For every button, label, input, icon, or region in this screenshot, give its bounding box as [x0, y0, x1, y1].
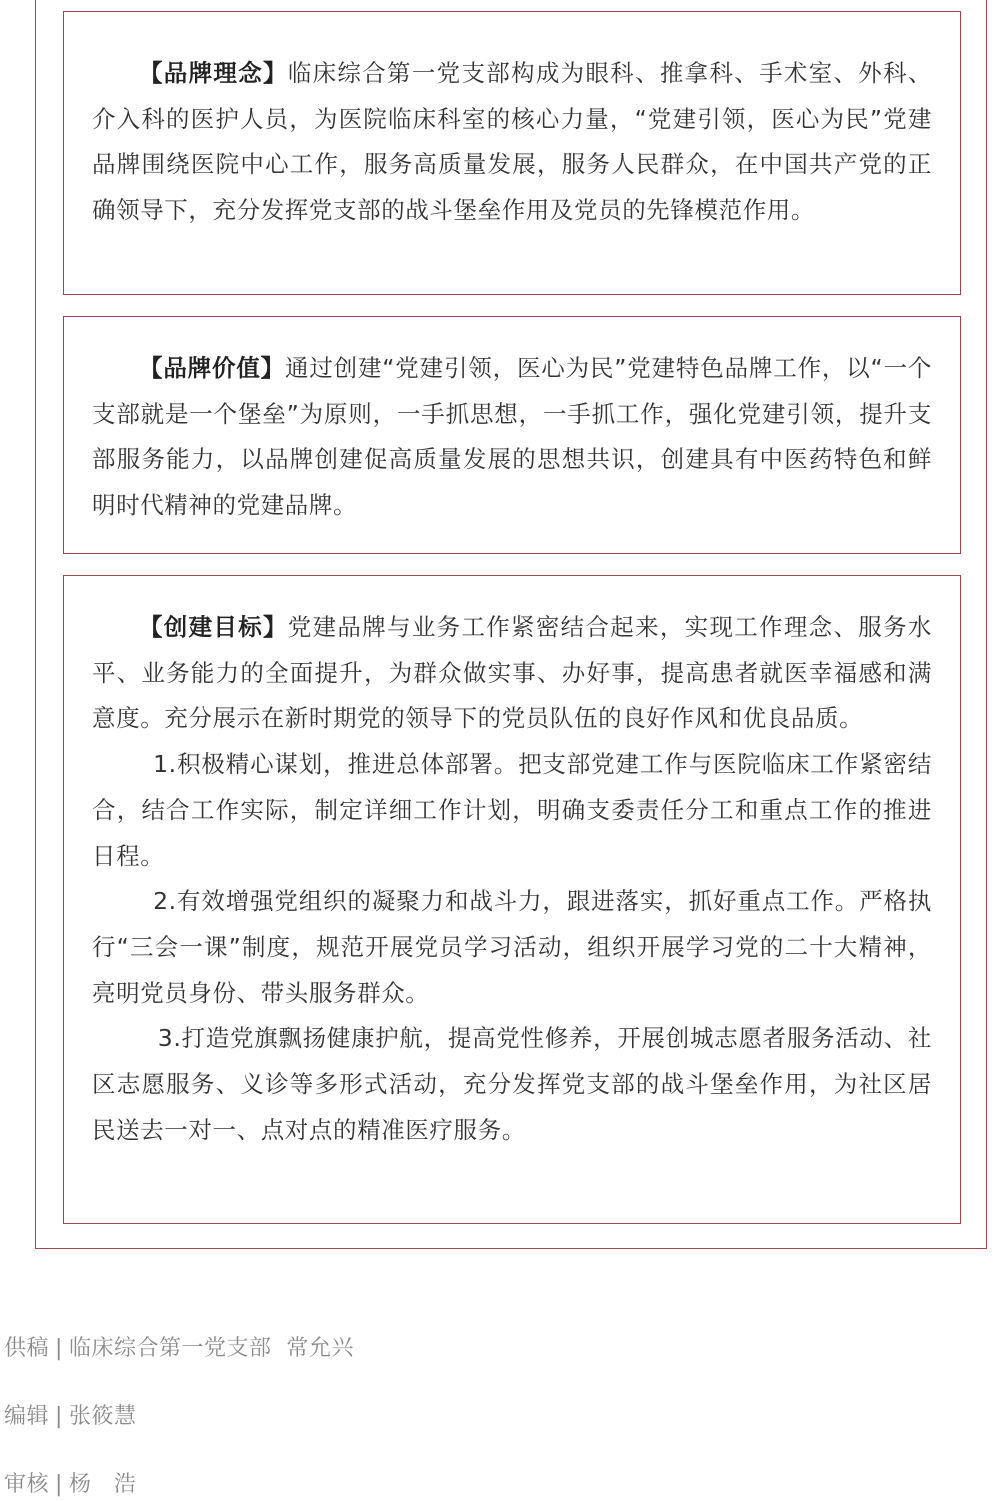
reviewer-credit [4, 1467, 136, 1498]
contributor-value: 临床综合第一党支部 常允兴 [68, 1336, 354, 1361]
reviewer-value: 杨 浩 [68, 1472, 137, 1497]
contributor-separator: | [55, 1336, 63, 1361]
build-goal-item-2: 2.有效增强党组织的凝聚力和战斗力，跟进落实，抓好重点工作。严格执行“三会一课”制度，规范开展党员学习活动，组织开展学习党的二十大精神，亮明党员身份、带头服务群众。 [92, 887, 932, 1007]
brand-value-paragraph [92, 346, 932, 529]
editor-credit [4, 1399, 136, 1430]
brand-value-text: 通过创建“党建引领，医心为民”党建特色品牌工作，以“一个支部就是一个堡垒”为原则，一手抓思想，一手抓工作，强化党建引领，提升支部服务能力，以品牌创建促高质量发展的思想共识，创建具有中医药特色和鲜明时代精神的党建品牌。 [92, 354, 932, 520]
build-goal-text: 党建品牌与业务工作紧密结合起来，实现工作理念、服务水平、业务能力的全面提升，为群众做实事、办好事，提高患者就医幸福感和满意度。充分展示在新时期党的领导下的党员队伍的良好作风和优良品质。 [92, 613, 932, 733]
brand-concept-paragraph [92, 51, 932, 234]
build-goal-card [63, 575, 961, 1224]
build-goal-paragraph [92, 605, 932, 742]
brand-concept-text: 临床综合第一党支部构成为眼科、推拿科、手术室、外科、介入科的医护人员，为医院临床科室的核心力量，“党建引领，医心为民”党建品牌围绕医院中心工作，服务高质量发展，服务人民群众，在中国共产党的正确领导下，充分发挥党支部的战斗堡垒作用及党员的先锋模范作用。 [92, 59, 932, 225]
contributor-label: 供稿 [4, 1336, 50, 1361]
build-goal-item-1: 1.积极精心谋划，推进总体部署。把支部党建工作与医院临床工作紧密结合，结合工作实际，制定详细工作计划，明确支委责任分工和重点工作的推进日程。 [92, 750, 932, 870]
brand-value-heading: 【品牌价值】 [139, 354, 285, 382]
build-goal-heading: 【创建目标】 [139, 613, 288, 641]
editor-value: 张筱慧 [68, 1404, 137, 1429]
editor-label: 编辑 [4, 1404, 50, 1429]
reviewer-label: 审核 [4, 1472, 50, 1497]
reviewer-separator: | [55, 1472, 63, 1497]
brand-concept-card [63, 11, 961, 295]
brand-value-card [63, 316, 961, 554]
build-goal-item-3: 3.打造党旗飘扬健康护航，提高党性修养，开展创城志愿者服务活动、社区志愿服务、义诊等多形式活动，充分发挥党支部的战斗堡垒作用，为社区居民送去一对一、点对点的精准医疗服务。 [92, 1024, 932, 1144]
contributor-credit [4, 1331, 354, 1362]
editor-separator: | [55, 1404, 63, 1429]
brand-concept-heading: 【品牌理念】 [139, 59, 288, 87]
